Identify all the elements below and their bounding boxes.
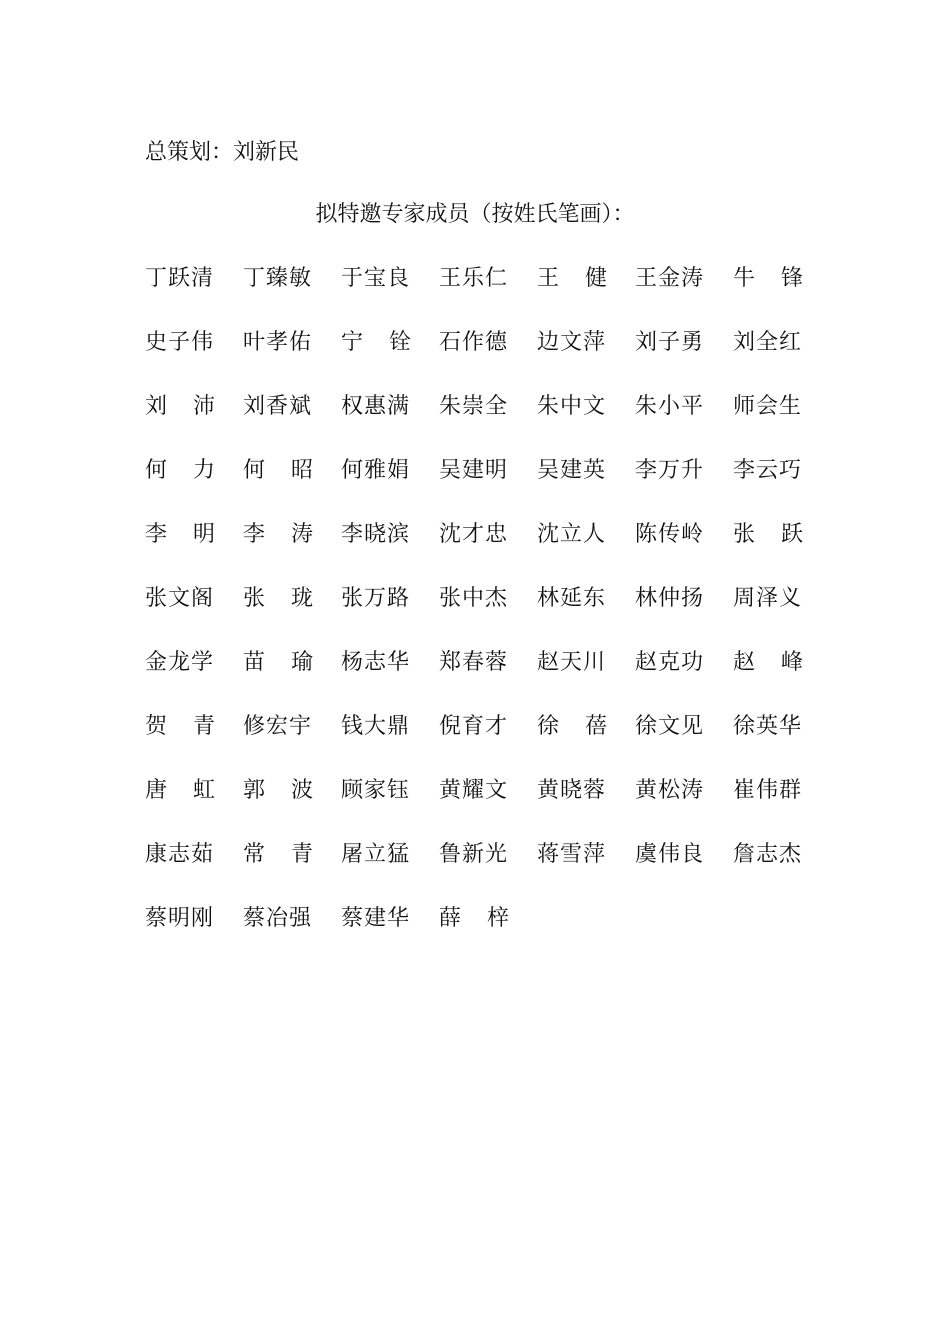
expert-name: 何雅娟: [341, 458, 411, 483]
expert-name: 康志茹: [145, 842, 215, 867]
expert-list-heading: 拟特邀专家成员（按姓氏笔画）：: [315, 202, 635, 227]
expert-name: 李万升: [635, 458, 705, 483]
expert-name-grid: [145, 264, 810, 968]
expert-name: 朱小平: [635, 394, 705, 419]
expert-name: 蔡建华: [341, 906, 411, 931]
expert-row: [145, 520, 810, 584]
expert-name: 丁跃清: [145, 266, 215, 291]
expert-name: 沈立人: [537, 522, 607, 547]
expert-name: 钱大鼎: [341, 714, 411, 739]
expert-name: 宁 铨: [341, 330, 411, 355]
expert-row: [145, 328, 810, 392]
expert-name: 史子伟: [145, 330, 215, 355]
expert-name: 石作德: [439, 330, 509, 355]
expert-name: 叶孝佑: [243, 330, 313, 355]
expert-name: 王金涛: [635, 266, 705, 291]
expert-name: 李 明: [145, 522, 215, 547]
expert-row: [145, 392, 810, 456]
expert-name: 刘 沛: [145, 394, 215, 419]
expert-name: 修宏宇: [243, 714, 313, 739]
expert-name: 李云巧: [733, 458, 803, 483]
expert-name: 张文阁: [145, 586, 215, 611]
expert-name: 詹志杰: [733, 842, 803, 867]
expert-name: 徐文见: [635, 714, 705, 739]
expert-row: [145, 648, 810, 712]
expert-row: [145, 456, 810, 520]
expert-name: 李晓滨: [341, 522, 411, 547]
expert-name: 薛 梓: [439, 906, 509, 931]
expert-name: 苗 瑜: [243, 650, 313, 675]
expert-name: 王 健: [537, 266, 607, 291]
expert-name: 权惠满: [341, 394, 411, 419]
expert-name: 顾家钰: [341, 778, 411, 803]
expert-name: 何 力: [145, 458, 215, 483]
expert-name: 张万路: [341, 586, 411, 611]
expert-name: 虞伟良: [635, 842, 705, 867]
expert-name: 李 涛: [243, 522, 313, 547]
expert-row: [145, 712, 810, 776]
expert-name: 丁臻敏: [243, 266, 313, 291]
expert-name: 张 珑: [243, 586, 313, 611]
expert-name: 常 青: [243, 842, 313, 867]
expert-name: 唐 虹: [145, 778, 215, 803]
expert-name: 黄耀文: [439, 778, 509, 803]
expert-name: 朱崇全: [439, 394, 509, 419]
expert-name: 吴建英: [537, 458, 607, 483]
expert-row: [145, 264, 810, 328]
expert-name: 张 跃: [733, 522, 803, 547]
expert-name: 林延东: [537, 586, 607, 611]
expert-name: 刘子勇: [635, 330, 705, 355]
expert-name: 蔡冶强: [243, 906, 313, 931]
expert-name: 徐 蓓: [537, 714, 607, 739]
expert-name: 贺 青: [145, 714, 215, 739]
expert-name: 徐英华: [733, 714, 803, 739]
expert-name: 倪育才: [439, 714, 509, 739]
expert-name: 金龙学: [145, 650, 215, 675]
expert-row: [145, 776, 810, 840]
expert-name: 赵 峰: [733, 650, 803, 675]
expert-row: [145, 584, 810, 648]
expert-name: 屠立猛: [341, 842, 411, 867]
expert-name: 何 昭: [243, 458, 313, 483]
expert-name: 鲁新光: [439, 842, 509, 867]
expert-name: 蔡明刚: [145, 906, 215, 931]
expert-name: 郑春蓉: [439, 650, 509, 675]
expert-row: [145, 840, 810, 904]
expert-name: 崔伟群: [733, 778, 803, 803]
expert-name: 王乐仁: [439, 266, 509, 291]
expert-name: 郭 波: [243, 778, 313, 803]
expert-name: 陈传岭: [635, 522, 705, 547]
expert-name: 张中杰: [439, 586, 509, 611]
expert-name: 杨志华: [341, 650, 411, 675]
expert-name: 吴建明: [439, 458, 509, 483]
expert-name: 刘香斌: [243, 394, 313, 419]
chief-planner-line: 总策划：刘新民: [145, 140, 300, 165]
expert-name: 黄晓蓉: [537, 778, 607, 803]
expert-name: 赵克功: [635, 650, 705, 675]
expert-name: 师会生: [733, 394, 803, 419]
expert-name: 林仲扬: [635, 586, 705, 611]
expert-name: 沈才忠: [439, 522, 509, 547]
expert-name: 蒋雪萍: [537, 842, 607, 867]
expert-name: 周泽义: [733, 586, 803, 611]
expert-name: 赵天川: [537, 650, 607, 675]
expert-name: 牛 锋: [733, 266, 803, 291]
expert-name: 边文萍: [537, 330, 607, 355]
expert-row: [145, 904, 810, 968]
expert-name: 刘全红: [733, 330, 803, 355]
expert-name: 黄松涛: [635, 778, 705, 803]
expert-name: 于宝良: [341, 266, 411, 291]
expert-name: 朱中文: [537, 394, 607, 419]
